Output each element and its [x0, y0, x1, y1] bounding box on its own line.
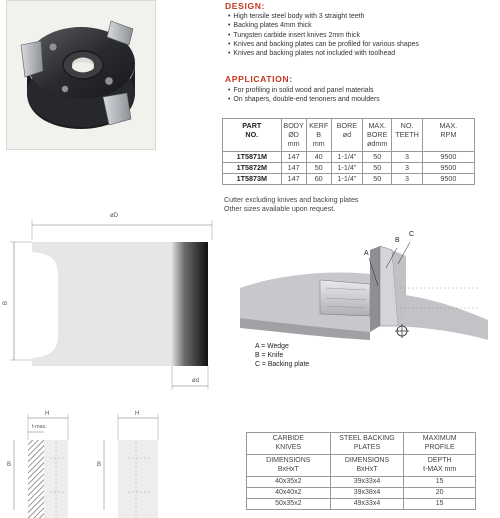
table-cell: 9500: [422, 174, 474, 185]
header-line: KERF: [309, 121, 329, 130]
knife-table-header-plates: [330, 433, 404, 455]
knife-table-subheader: [330, 455, 404, 477]
table-cell: 9500: [422, 152, 474, 163]
table-row: [223, 152, 475, 163]
application-bullet: • For profiling in solid wood and panel materials: [228, 86, 380, 95]
table-cell: 1T5871M: [223, 152, 282, 163]
header-line: B: [316, 130, 322, 139]
knife-tmax-label: t-max.: [32, 424, 47, 430]
kerf-side-label: B: [3, 300, 10, 306]
header-line: mm: [312, 139, 325, 148]
header-line: ødmm: [367, 139, 388, 148]
diagram-legend: [255, 342, 309, 369]
header-line: NO.: [400, 121, 414, 130]
backing-plate-letter: C: [409, 231, 414, 238]
spec-header-part: [223, 119, 282, 152]
table-cell: 50: [306, 163, 331, 174]
application-bullet: • On shapers, double-end tenoners and moulders: [228, 95, 380, 104]
table-cell: 147: [281, 163, 306, 174]
wedge-letter: A: [364, 250, 369, 257]
knife-table-subheader-row: [247, 455, 476, 477]
header-line: PROFILE: [424, 444, 455, 451]
table-cell: 40: [306, 152, 331, 163]
table-cell: 60: [306, 174, 331, 185]
spec-header-teeth: [392, 119, 422, 152]
header-line: BODY: [283, 121, 304, 130]
spec-header-body: [281, 119, 306, 152]
note-line: Other sizes available upon request.: [224, 204, 336, 213]
product-photo: [6, 0, 156, 150]
header-line: ød: [342, 130, 352, 139]
outer-diameter-label: øD: [110, 213, 118, 219]
table-cell: 15: [404, 477, 476, 488]
plate-height-label: H: [135, 411, 140, 417]
spec-header-row: [223, 119, 475, 152]
spec-header-rpm: [422, 119, 474, 152]
spec-header-kerf: [306, 119, 331, 152]
design-bullet-list: [228, 12, 419, 58]
knife-table-header-row: [247, 433, 476, 455]
table-cell: 50: [363, 174, 392, 185]
header-line: ØD: [288, 130, 299, 139]
knife-table-header-profile: [404, 433, 476, 455]
knife-table-subheader: [247, 455, 331, 477]
table-cell: 40x35x2: [247, 477, 331, 488]
header-line: KNIVES: [275, 444, 302, 451]
header-line: RPM: [440, 130, 457, 139]
header-line: NO.: [245, 130, 259, 139]
table-row: [223, 174, 475, 185]
spec-table: [222, 118, 475, 185]
table-cell: 3: [392, 152, 422, 163]
spec-header-max-bore: [363, 119, 392, 152]
application-bullet-list: [228, 86, 380, 105]
knife-and-plate-profile-drawings: [0, 410, 180, 518]
header-line: t-MAX mm: [423, 466, 457, 473]
knife-height-label: H: [45, 411, 50, 417]
header-line: BORE: [367, 130, 388, 139]
table-cell: 20: [404, 488, 476, 499]
header-line: PLATES: [353, 444, 381, 451]
design-heading: DESIGN:: [225, 1, 266, 11]
table-notes: [224, 196, 358, 213]
design-bullet: • High tensile steel body with 3 straight teeth: [228, 12, 419, 21]
table-cell: 15: [404, 499, 476, 510]
header-line: STEEL BACKING: [339, 435, 395, 442]
table-cell: 147: [281, 174, 306, 185]
header-line: BxHxT: [277, 466, 299, 473]
header-line: CARBIDE: [272, 435, 304, 442]
table-row: [247, 477, 476, 488]
table-cell: 50: [363, 163, 392, 174]
application-heading: APPLICATION:: [225, 74, 293, 84]
legend-item-wedge: A = Wedge: [255, 343, 289, 350]
design-bullet: • Knives and backing plates can be profiled for various shapes: [228, 40, 419, 49]
table-cell: 3: [392, 174, 422, 185]
table-cell: 40x40x2: [247, 488, 331, 499]
header-line: DIMENSIONS: [266, 457, 311, 464]
cutter-cross-section-drawing: [0, 210, 215, 395]
knife-assembly-drawing: [240, 228, 490, 348]
table-cell: 1T5872M: [223, 163, 282, 174]
header-line: DEPTH: [427, 457, 452, 464]
header-line: MAXIMUM: [422, 435, 457, 442]
table-cell: 50x35x2: [247, 499, 331, 510]
table-row: [247, 499, 476, 510]
header-line: MAX.: [439, 121, 458, 130]
header-line: DIMENSIONS: [344, 457, 390, 464]
table-cell: 1-1/4": [331, 174, 362, 185]
knife-plate-table: [246, 432, 476, 510]
design-bullet: • Knives and backing plates not included with toolhead: [228, 49, 419, 58]
table-cell: 39x33x4: [330, 477, 404, 488]
table-cell: 1-1/4": [331, 163, 362, 174]
knife-letter: B: [395, 237, 400, 244]
header-line: BxHxT: [356, 466, 378, 473]
header-line: MAX.: [368, 121, 387, 130]
cutterhead-illustration: [7, 1, 155, 149]
table-cell: 50: [363, 152, 392, 163]
header-line: BORE: [336, 121, 358, 130]
knife-table-subheader: [404, 455, 476, 477]
spec-header-bore: [331, 119, 362, 152]
table-cell: 39x38x4: [330, 488, 404, 499]
design-bullet: • Backing plates 4mm thick: [228, 21, 419, 30]
legend-item-backing-plate: C = Backing plate: [255, 361, 310, 368]
knife-width-label: B: [7, 462, 12, 468]
table-cell: 147: [281, 152, 306, 163]
bore-diameter-label: ød: [192, 378, 200, 384]
design-bullet: • Tungsten carbide insert knives 2mm thick: [228, 31, 419, 40]
plate-width-label: B: [97, 462, 102, 468]
table-cell: 1T5873M: [223, 174, 282, 185]
note-line: Cutter excluding knives and backing plates: [224, 196, 359, 204]
table-cell: 9500: [422, 163, 474, 174]
header-line: PART: [242, 121, 262, 130]
header-line: mm: [287, 139, 300, 148]
table-row: [247, 488, 476, 499]
header-line: TEETH: [395, 130, 419, 139]
table-cell: 1-1/4": [331, 152, 362, 163]
table-cell: 49x33x4: [330, 499, 404, 510]
knife-table-header-knives: [247, 433, 331, 455]
legend-item-knife: B = Knife: [255, 352, 284, 359]
table-cell: 3: [392, 163, 422, 174]
table-row: [223, 163, 475, 174]
